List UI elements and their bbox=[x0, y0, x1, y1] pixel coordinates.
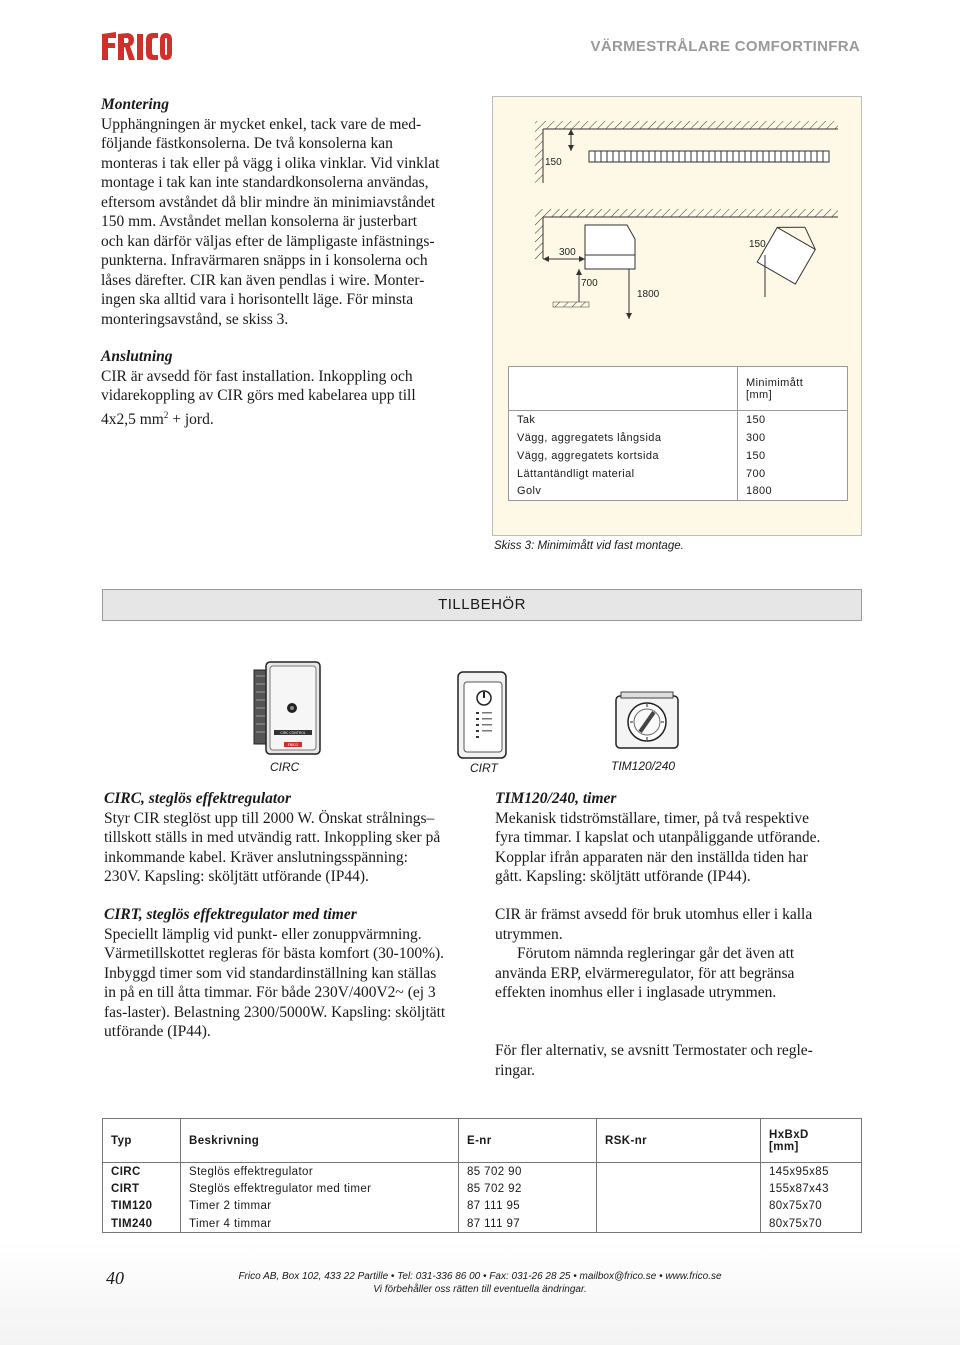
table-header-row bbox=[509, 367, 848, 411]
circ-device-text: CIRC CONTROL bbox=[280, 731, 306, 735]
timer-device-image bbox=[612, 688, 684, 752]
dim-flammable: 700 bbox=[581, 278, 598, 289]
cirt-description bbox=[104, 905, 484, 1042]
wall-hatch bbox=[535, 121, 543, 183]
table-row: CIRC Steglös effektregulator 85 702 90 145x95x85 bbox=[103, 1163, 862, 1181]
cirt-line: Speciellt lämplig vid punkt- eller zonuppvärmning. bbox=[104, 925, 422, 943]
tim-line: Mekanisk tidströmställare, timer, på två respektive bbox=[495, 809, 810, 827]
anslutning-heading: Anslutning bbox=[101, 348, 173, 365]
montering-line: ingen ska alltid vara i horisontellt läge. För minsta bbox=[101, 291, 414, 308]
cirt-device-image bbox=[454, 668, 514, 762]
outdoor-line: använda ERP, elvärmeregulator, för att begränsa bbox=[495, 964, 795, 982]
montering-line: låses därefter. CIR kan även pendlas i wire. Monter- bbox=[101, 271, 425, 289]
tim-description bbox=[495, 789, 865, 887]
montering-line: och kan därför väljas efter de lämpligaste infästnings- bbox=[101, 232, 435, 250]
outdoor-usage-text bbox=[495, 905, 865, 1003]
accessory-table bbox=[102, 1118, 862, 1233]
col-header-dim: HxBxD [mm] bbox=[761, 1119, 862, 1163]
table-row: CIRT Steglös effektregulator med timer 85 702 92 155x87x43 bbox=[103, 1180, 862, 1198]
table-row: Tak 150 bbox=[509, 411, 848, 429]
ceiling-hatch bbox=[543, 121, 838, 129]
outdoor-line: CIR är främst avsedd för bruk utomhus eller i kalla bbox=[495, 906, 813, 923]
heater-tilted bbox=[757, 227, 815, 284]
mounting-sketch bbox=[493, 97, 863, 337]
footer-disclaimer: Vi förbehåller oss rätten till eventuella ändringar. bbox=[373, 1284, 587, 1295]
col-header-enr: E-nr bbox=[459, 1119, 597, 1163]
outdoor-line: effekten inomhus eller i inglasade utrymmen. bbox=[495, 984, 777, 1001]
dim-floor: 1800 bbox=[637, 289, 660, 300]
sketch-caption: Skiss 3: Minimimått vid fast montage. bbox=[494, 540, 684, 552]
montering-line: monteringsavstånd, se skiss 3. bbox=[101, 310, 289, 328]
circ-line: 230V. Kapsling: sköljtätt utförande (IP44). bbox=[104, 868, 369, 885]
dim-wall-long: 300 bbox=[559, 247, 576, 258]
product-label-circ: CIRC bbox=[270, 760, 300, 774]
montering-line: punkterna. Infravärmaren snäpps in i konsolerna och bbox=[101, 252, 428, 269]
cirt-line: Värmetillskottet regleras för bästa komfort (30-100%). bbox=[104, 945, 445, 962]
anslutning-line: vidarekoppling av CIR görs med kabelarea upp till bbox=[101, 387, 416, 404]
dim-ceiling: 150 bbox=[545, 157, 562, 168]
product-label-tim: TIM120/240 bbox=[611, 759, 676, 773]
table-row: Vägg, aggregatets kortsida 150 bbox=[509, 447, 848, 465]
more-alternatives-text bbox=[495, 1041, 865, 1080]
page-header-title: VÄRMESTRÅLARE COMFORTINFRA bbox=[590, 38, 860, 55]
circ-line: tillskott ställs in med utvändig ratt. Inkoppling sker på bbox=[104, 829, 441, 846]
section-title-bar: TILLBEHÖR bbox=[102, 589, 862, 621]
minimum-distance-table bbox=[508, 366, 848, 501]
montering-line: eftersom avståndet då blir mindre än minimiavståndet bbox=[101, 193, 436, 211]
anslutning-line: CIR är avsedd för fast installation. Inkoppling och bbox=[101, 367, 413, 385]
outdoor-line: utrymmen. bbox=[495, 925, 563, 943]
circ-line: Styr CIR steglöst upp till 2000 W. Önskat strålnings– bbox=[104, 809, 435, 827]
cirt-line: fas-laster). Belastning 2300/5000W. Kapsling: sköljtätt bbox=[104, 1003, 446, 1021]
table-row: TIM120 Timer 2 timmar 87 111 95 80x75x70 bbox=[103, 1198, 862, 1216]
cirt-line: Inbyggd timer som vid standardinställning kan ställas bbox=[104, 964, 437, 982]
table-row: Golv 1800 bbox=[509, 483, 848, 501]
col-header-typ: Typ bbox=[103, 1119, 181, 1163]
outdoor-line: Förutom nämnda regleringar går det även att bbox=[517, 945, 795, 962]
montering-section bbox=[101, 95, 481, 329]
montering-line: monteras i tak eller på vägg i olika vinklar. Vid vinklat bbox=[101, 154, 440, 172]
more-line: För fler alternativ, se avsnitt Termostater och regle- bbox=[495, 1042, 813, 1059]
col-header-rsk: RSK-nr bbox=[597, 1119, 761, 1163]
frico-logo bbox=[100, 30, 172, 62]
montering-line: 150 mm. Avståndet mellan konsolerna är justerbart bbox=[101, 213, 418, 230]
page-number: 40 bbox=[106, 1268, 124, 1288]
anslutning-line: 4x2,5 $mm^2$ + jord. bbox=[101, 409, 214, 428]
cirt-heading: CIRT, steglös effektregulator med timer bbox=[104, 906, 357, 923]
montering-line: Upphängningen är mycket enkel, tack vare de med- bbox=[101, 115, 422, 133]
table-header-row bbox=[103, 1119, 862, 1163]
circ-device-image bbox=[252, 656, 324, 756]
table-row: TIM240 Timer 4 timmar 87 111 97 80x75x70 bbox=[103, 1215, 862, 1233]
more-line: ringar. bbox=[495, 1061, 536, 1079]
dim-wall-short: 150 bbox=[749, 239, 766, 250]
table-row: Lättantändligt material 700 bbox=[509, 465, 848, 483]
cirt-line: in på en till åtta timmar. För både 230V/400V2~ (ej 3 bbox=[104, 984, 436, 1001]
tim-line: Kopplar ifrån apparaten när den inställda tiden har bbox=[495, 848, 808, 866]
heater-side-view bbox=[585, 225, 635, 255]
product-label-cirt: CIRT bbox=[470, 761, 498, 775]
tim-line: gått. Kapsling: sköljtätt utförande (IP44). bbox=[495, 868, 751, 885]
montering-line: följande fästkonsolerna. De två konsolerna kan bbox=[101, 135, 393, 152]
circ-heading: CIRC, steglös effektregulator bbox=[104, 790, 292, 807]
anslutning-section bbox=[101, 347, 481, 429]
table-header-cell: Minimimått [mm] bbox=[738, 367, 848, 411]
circ-description bbox=[104, 789, 484, 887]
cirt-line: utförande (IP44). bbox=[104, 1023, 211, 1040]
footer-contact: Frico AB, Box 102, 433 22 Partille • Tel: 031-336 86 00 • Fax: 031-26 28 25 • mailbox@frico.se • www.frico.se bbox=[238, 1271, 722, 1282]
col-header-beskrivning: Beskrivning bbox=[181, 1119, 459, 1163]
circ-device-brand: FRICO bbox=[287, 743, 299, 747]
montering-heading: Montering bbox=[101, 96, 170, 113]
tim-heading: TIM120/240, timer bbox=[495, 790, 617, 807]
montering-line: montage i tak kan inte standardkonsolerna användas, bbox=[101, 174, 429, 191]
table-row: Vägg, aggregatets långsida 300 bbox=[509, 429, 848, 447]
tim-line: fyra timmar. I kapslat och utanpåliggande utförande. bbox=[495, 829, 821, 846]
circ-line: inkommande kabel. Kräver anslutningsspänning: bbox=[104, 848, 408, 866]
